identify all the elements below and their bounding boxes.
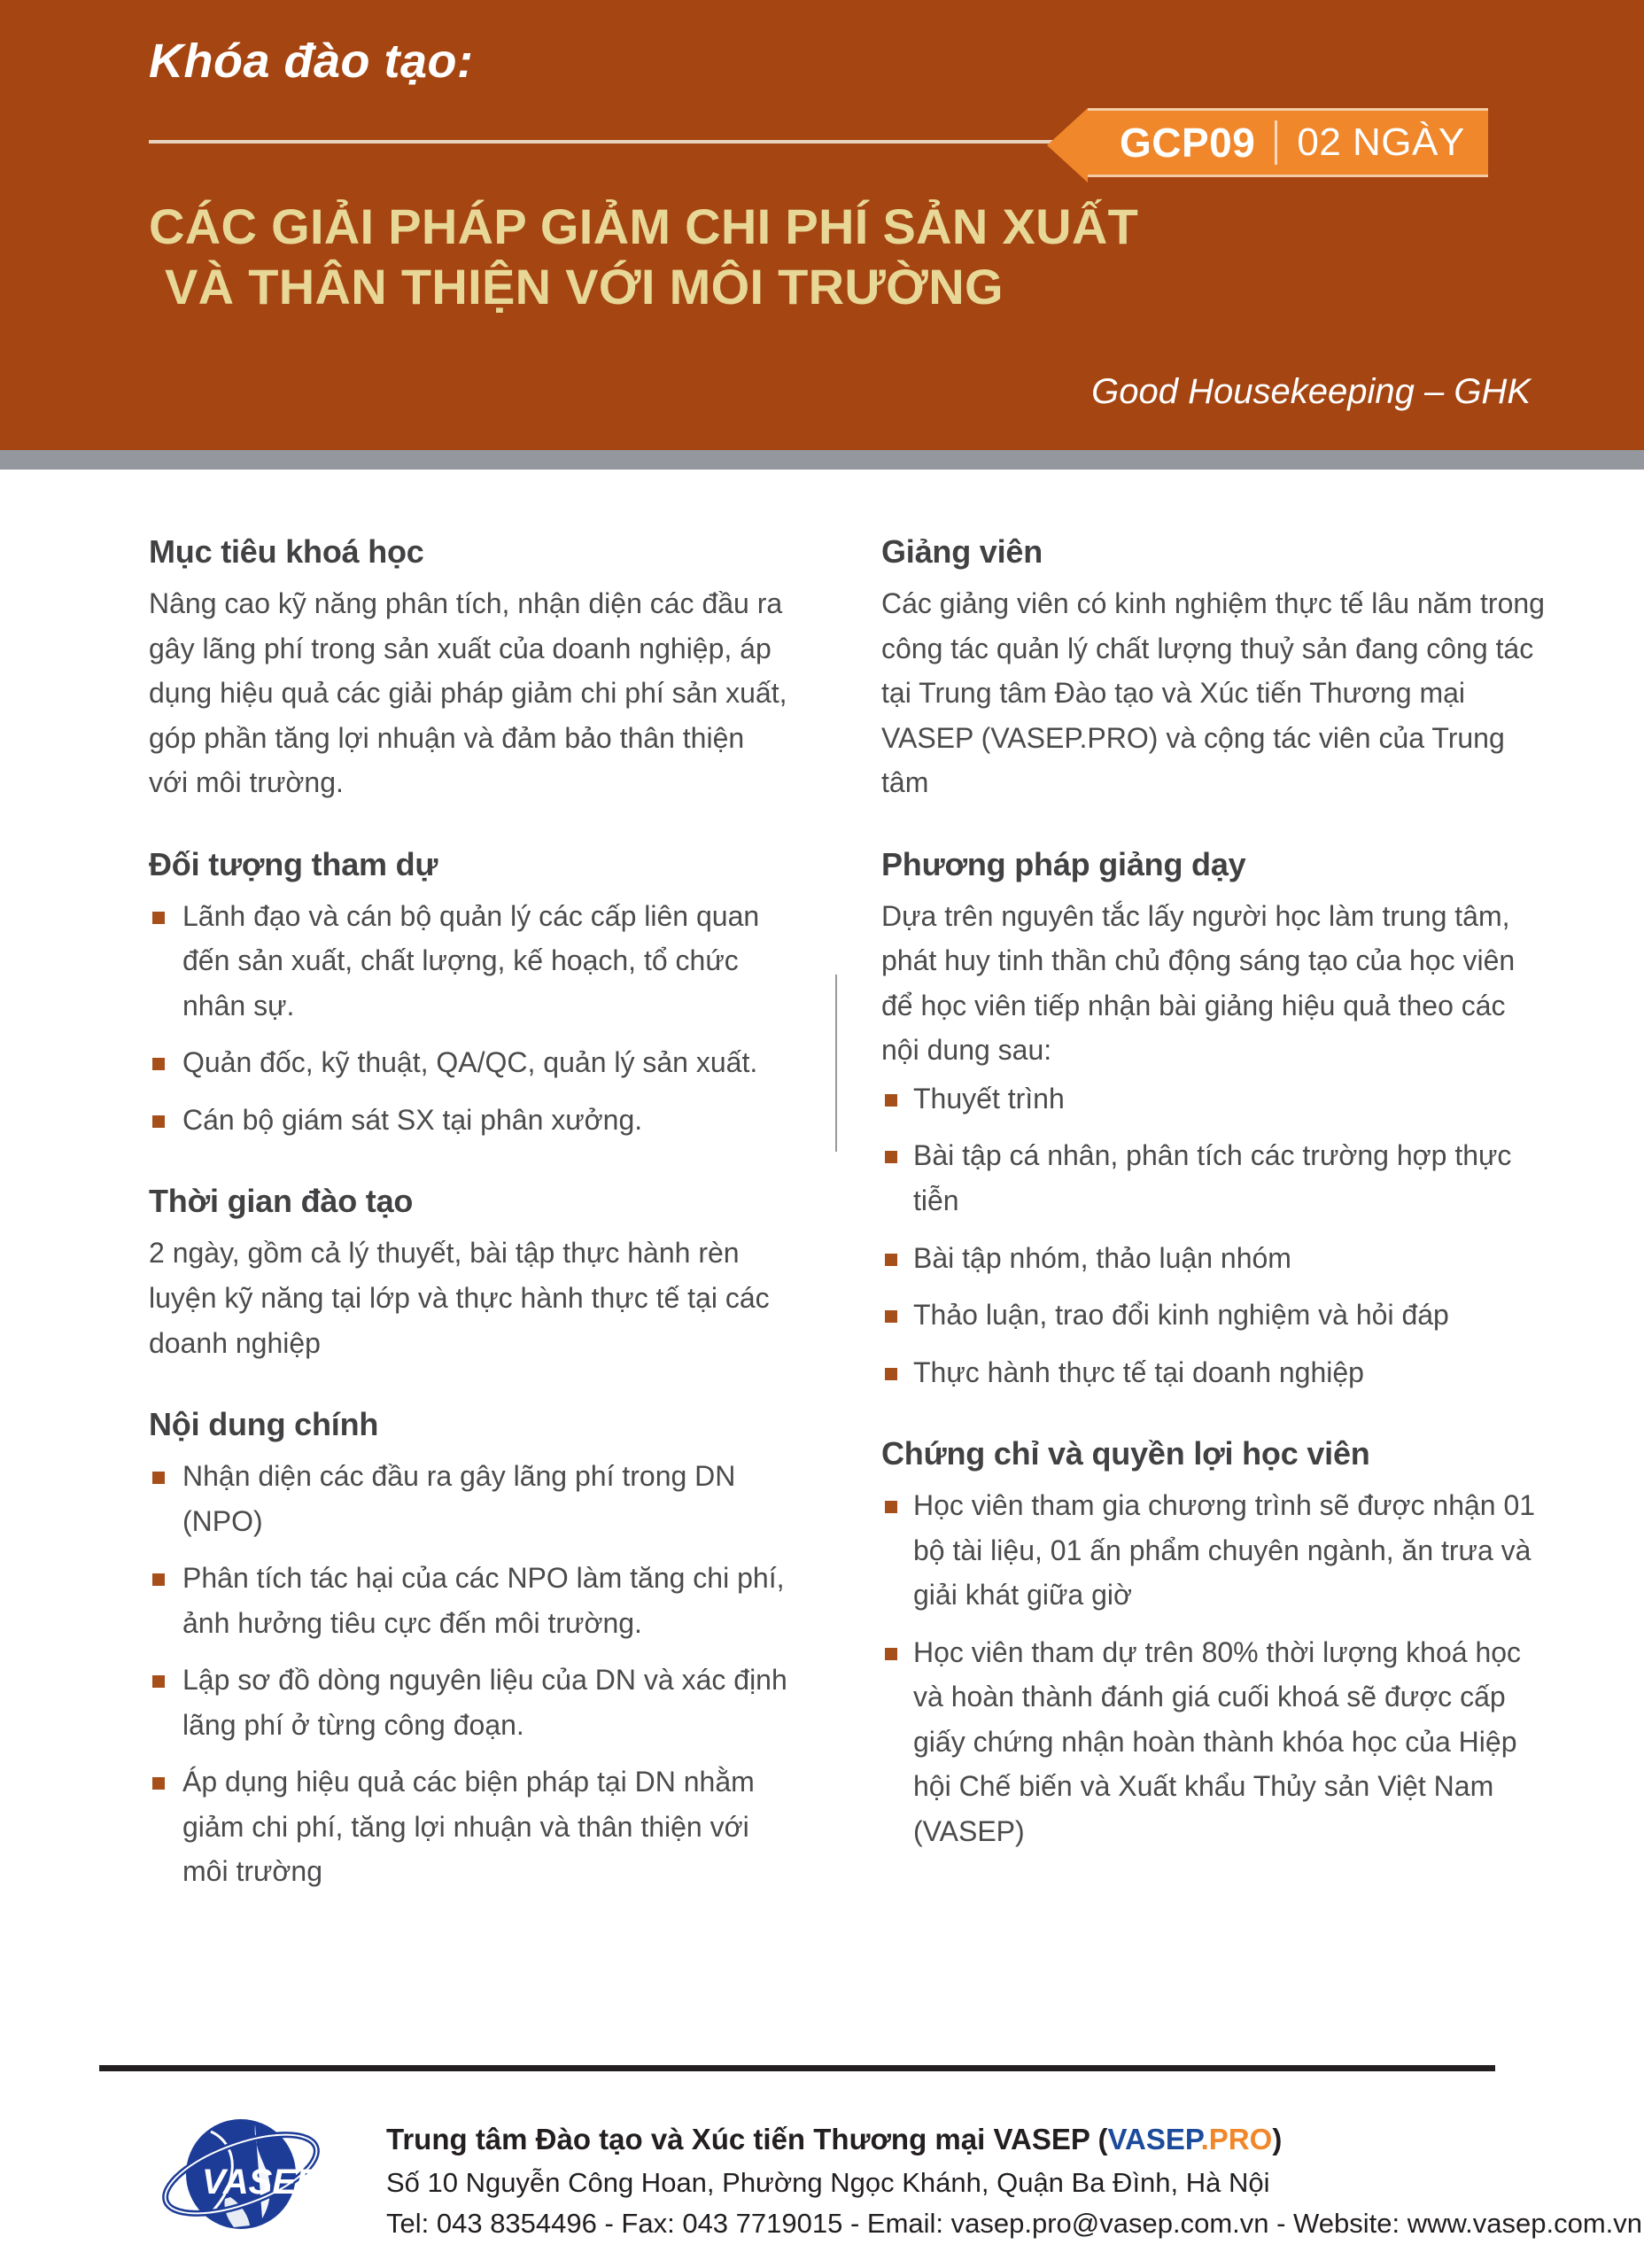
list-item: Lập sơ đồ dòng nguyên liệu của DN và xác định lãng phí ở từng công đoạn. (149, 1658, 789, 1747)
badge-separator (1275, 120, 1277, 165)
section-title-audience: Đối tượng tham dự (149, 845, 438, 882)
vasep-globe-shrimp-logo (149, 2112, 361, 2236)
page-title (149, 197, 1531, 318)
section-certificate (881, 1435, 1547, 1853)
section-title-content: Nội dung chính (149, 1406, 379, 1443)
org-brand-suffix: .PRO (1200, 2123, 1273, 2155)
two-column-layout (0, 470, 1644, 1894)
method-list (881, 1076, 1547, 1394)
section-objective (149, 533, 789, 805)
list-item: Nhận diện các đầu ra gây lãng phí trong DN (NPO) (149, 1454, 789, 1543)
section-method (881, 846, 1547, 1394)
course-code-badge (1088, 108, 1488, 177)
org-paren-close: ) (1272, 2123, 1283, 2155)
method-text: Dựa trên nguyên tắc lấy người học làm trung tâm, phát huy tinh thần chủ động sáng tạo của học viên để học viên tiếp nhận bài giảng hiệu quả theo các nội dung sau: (881, 899, 1516, 1067)
section-title-trainers: Giảng viên (881, 533, 1043, 570)
list-item: Quản đốc, kỹ thuật, QA/QC, quản lý sản xuất. (149, 1040, 789, 1085)
section-title-certificate: Chứng chỉ và quyền lợi học viên (881, 1435, 1370, 1472)
list-item: Cán bộ giám sát SX tại phân xưởng. (149, 1098, 789, 1143)
page-title-line-1: CÁC GIẢI PHÁP GIẢM CHI PHÍ SẢN XUẤT (149, 198, 1139, 254)
audience-list (149, 894, 789, 1143)
org-paren-open: ( (1097, 2123, 1108, 2155)
footer-content (149, 2117, 1643, 2249)
org-brand: VASEP (1107, 2123, 1201, 2155)
section-content (149, 1406, 789, 1894)
list-item: Phân tích tác hại của các NPO làm tăng chi phí, ảnh hưởng tiêu cực đến môi trường. (149, 1556, 789, 1645)
section-title-method: Phương pháp giảng dạy (881, 845, 1246, 882)
list-item: Áp dụng hiệu quả các biện pháp tại DN nhằm giảm chi phí, tăng lợi nhuận và thân thiện với môi trường (149, 1759, 789, 1894)
page-title-line-2: VÀ THÂN THIỆN VỚI MÔI TRƯỜNG (165, 259, 1004, 315)
section-trainers (881, 533, 1547, 805)
section-audience (149, 846, 789, 1143)
section-title-objective: Mục tiêu khoá học (149, 533, 424, 570)
page-subtitle: Good Housekeeping – GHK (1091, 372, 1531, 411)
footer-divider-line (99, 2065, 1495, 2071)
section-title-duration: Thời gian đào tạo (149, 1183, 414, 1220)
footer (0, 2065, 1644, 2268)
course-code: GCP09 (1120, 120, 1256, 166)
objective-text: Nâng cao kỹ năng phân tích, nhận diện các đầu ra gây lãng phí trong sản xuất của doanh nghiệp, áp dụng hiệu quả các giải pháp giảm chi phí sản xuất, góp phần tăng lợi nhuận và đảm bảo thân thiện với môi trường. (149, 587, 787, 799)
list-item: Học viên tham gia chương trình sẽ được nhận 01 bộ tài liệu, 01 ấn phẩm chuyên ngành, ăn trưa và giải khát giữa giờ (881, 1483, 1547, 1618)
footer-contact: Tel: 043 8354496 - Fax: 043 7719015 - Email: vasep.pro@vasep.com.vn - Website: www.vasep.com.vn (386, 2208, 1643, 2239)
list-item: Bài tập nhóm, thảo luận nhóm (881, 1236, 1547, 1281)
org-name-text: Trung tâm Đào tạo và Xúc tiến Thương mại VASEP (386, 2123, 1098, 2155)
trainers-text: Các giảng viên có kinh nghiệm thực tế lâu năm trong công tác quản lý chất lượng thuỷ sản đang công tác tại Trung tâm Đào tạo và Xúc tiến Thương mại VASEP (VASEP.PRO) và cộng tác viên của Trung tâm (881, 587, 1545, 799)
gray-separator-band (0, 450, 1644, 470)
content-area (0, 470, 1644, 1894)
kicker-label: Khóa đào tạo: (149, 35, 474, 88)
footer-address: Số 10 Nguyễn Công Hoan, Phường Ngọc Khánh, Quận Ba Đình, Hà Nội (386, 2167, 1270, 2198)
organization-name (386, 2123, 1642, 2156)
duration-text: 2 ngày, gồm cả lý thuyết, bài tập thực hành rèn luyện kỹ năng tại lớp và thực hành thực tế tại các doanh nghiệp (149, 1237, 770, 1359)
vasep-logo (149, 2112, 386, 2241)
list-item: Học viên tham dự trên 80% thời lượng khoá học và hoàn thành đánh giá cuối khoá sẽ được cấp giấy chứng nhận hoàn thành khóa học của Hiệp hội Chế biến và Xuất khẩu Thủy sản Việt Nam (VASEP) (881, 1630, 1547, 1854)
course-duration-badge: 02 NGÀY (1297, 120, 1465, 164)
list-item: Lãnh đạo và cán bộ quản lý các cấp liên quan đến sản xuất, chất lượng, kế hoạch, tổ chức nhân sự. (149, 894, 789, 1029)
certificate-list (881, 1483, 1547, 1853)
right-column (835, 533, 1547, 1894)
list-item: Thuyết trình (881, 1076, 1547, 1122)
vasep-logo-text: VASEP (202, 2163, 320, 2202)
footer-contact-block (386, 2117, 1642, 2249)
list-item: Thảo luận, trao đổi kinh nghiệm và hỏi đáp (881, 1293, 1547, 1338)
content-list (149, 1454, 789, 1894)
kicker-divider-line (149, 140, 1123, 144)
left-column (149, 533, 835, 1894)
header-banner (0, 0, 1644, 450)
section-duration (149, 1183, 789, 1365)
list-item: Thực hành thực tế tại doanh nghiệp (881, 1350, 1547, 1395)
list-item: Bài tập cá nhân, phân tích các trường hợp thực tiễn (881, 1133, 1547, 1223)
